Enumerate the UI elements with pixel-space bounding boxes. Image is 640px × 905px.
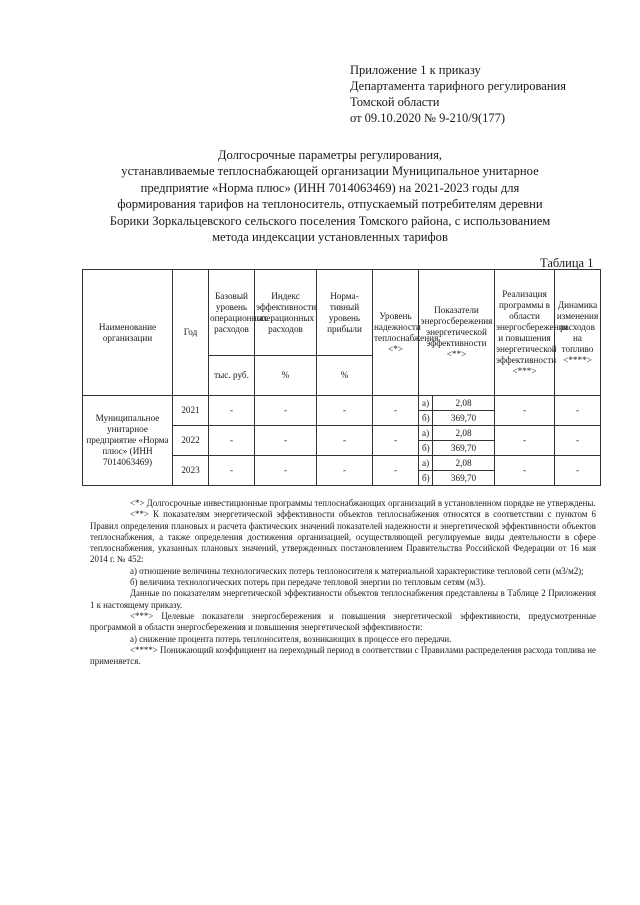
profit-cell: - (317, 426, 373, 456)
appendix-line: Департамента тарифного регулирования (350, 79, 566, 93)
year-cell: 2023 (173, 456, 209, 486)
footnote-1: <*> Долгосрочные инвестиционные программы теплоснабжающих организаций в установленном порядке не утверждены. (130, 498, 596, 508)
sub-label: а) (419, 396, 433, 411)
unit-index: % (255, 356, 317, 396)
footnote-2: <**> К показателям энергетической эффективности объектов теплоснабжения относятся в соответствии с пунктом 6 Правил определения плановых и расчета фактических значений показателей надежности и энергетической эффективности объектов теплоснабжения, а также определения достижения организацией, осуществляющей регулируемые виды деятельности в сфере теплоснабжения, указанных плановых значений, утвержденных постановлением Правительства Российской Федерации от 16 мая 2014 г. № 452: (90, 509, 596, 565)
appendix-line: Томской области (350, 95, 440, 109)
header-index: Индекс эффективности операционных расходов (255, 270, 317, 356)
energy-b-value: 369,70 (433, 441, 495, 456)
programs-cell: - (495, 396, 555, 426)
fuel-cell: - (555, 426, 601, 456)
footnote-2b: б) величина технологических потерь при передаче тепловой энергии по тепловым сетям (м3). (130, 577, 486, 588)
unit-profit: % (317, 356, 373, 396)
energy-a-value: 2,08 (433, 456, 495, 471)
fuel-cell: - (555, 456, 601, 486)
header-programs: Реализация программы в области энергосбережения и повышения энергетической эффективности <***> (495, 270, 555, 396)
header-base: Базовый уровень операционных расходов (209, 270, 255, 356)
org-name: Муниципальное унитарное предприятие «Норма плюс» (ИНН 7014063469) (83, 396, 173, 486)
footnote-3: <***> Целевые показатели энергосбережения и повышения энергетической эффективности, предусмотренные программой в области энергосбережения и повышения энергетической эффективности: (90, 610, 596, 633)
document-title (60, 147, 600, 245)
title-line: Долгосрочные параметры регулирования, (217, 148, 443, 162)
sub-label: б) (419, 411, 433, 426)
parameters-table (82, 269, 601, 486)
title-line: формирования тарифов на теплоноситель, отпускаемый потребителям деревни (117, 197, 543, 212)
energy-a-value: 2,08 (433, 426, 495, 441)
sub-label: б) (419, 471, 433, 486)
base-cell: - (209, 426, 255, 456)
base-cell: - (209, 396, 255, 426)
appendix-date: от 09.10.2020 № 9-210/9(177) (350, 111, 506, 125)
header-energy-eff: Показатели энергосбережения энергетической эффективности <**> (419, 270, 495, 396)
title-line: метода индексации установленных тарифов (212, 230, 448, 245)
footnote-2c: Данные по показателям энергетической эффективности объектов теплоснабжения представлены в Таблице 2 Приложения 1 к настоящему приказу. (90, 588, 596, 610)
footnote-2a: а) отношение величины технологических потерь теплоносителя к материальной характеристике тепловой сети (м3/м2); (130, 565, 584, 576)
year-cell: 2021 (173, 396, 209, 426)
reliability-cell: - (373, 396, 419, 426)
table-row (83, 396, 601, 411)
reliability-cell: - (373, 456, 419, 486)
title-line: устанавливаемые теплоснабжающей организации Муниципальное унитарное (121, 164, 539, 179)
index-cell: - (255, 426, 317, 456)
programs-cell: - (495, 456, 555, 486)
programs-cell: - (495, 426, 555, 456)
year-cell: 2022 (173, 426, 209, 456)
profit-cell: - (317, 396, 373, 426)
title-line: предприятие «Норма плюс» (ИНН 7014063469) на 2021-2023 годы для (140, 180, 520, 195)
sub-label: а) (419, 426, 433, 441)
profit-cell: - (317, 456, 373, 486)
footnote-4: <****> Понижающий коэффициент на переходный период в соответствии с Правилами распределения расхода топлива не применяется. (90, 644, 596, 667)
appendix-line: Приложение 1 к приказу (350, 63, 481, 77)
table-label: Таблица 1 (540, 256, 594, 270)
header-fuel: Динамика изменения расходов на топливо <****> (555, 270, 601, 396)
unit-base: тыс. руб. (209, 356, 255, 396)
fuel-cell: - (555, 396, 601, 426)
index-cell: - (255, 396, 317, 426)
header-reliability: Уровень надежности теплоснабжения <*> (373, 270, 419, 396)
base-cell: - (209, 456, 255, 486)
index-cell: - (255, 456, 317, 486)
header-org: Наименование организации (83, 270, 173, 396)
footnote-3a: а) снижение процента потерь теплоносителя, возникающих в процессе его передачи. (130, 633, 452, 644)
title-line: Борики Зоркальцевского сельского поселения Томского района, с использованием (109, 213, 551, 228)
reliability-cell: - (373, 426, 419, 456)
sub-label: а) (419, 456, 433, 471)
energy-b-value: 369,70 (433, 471, 495, 486)
energy-a-value: 2,08 (433, 396, 495, 411)
sub-label: б) (419, 441, 433, 456)
appendix-block (350, 62, 630, 126)
energy-b-value: 369,70 (433, 411, 495, 426)
footnotes (90, 498, 596, 667)
header-year: Год (173, 270, 209, 396)
header-profit: Норма-тивный уровень прибыли (317, 270, 373, 356)
